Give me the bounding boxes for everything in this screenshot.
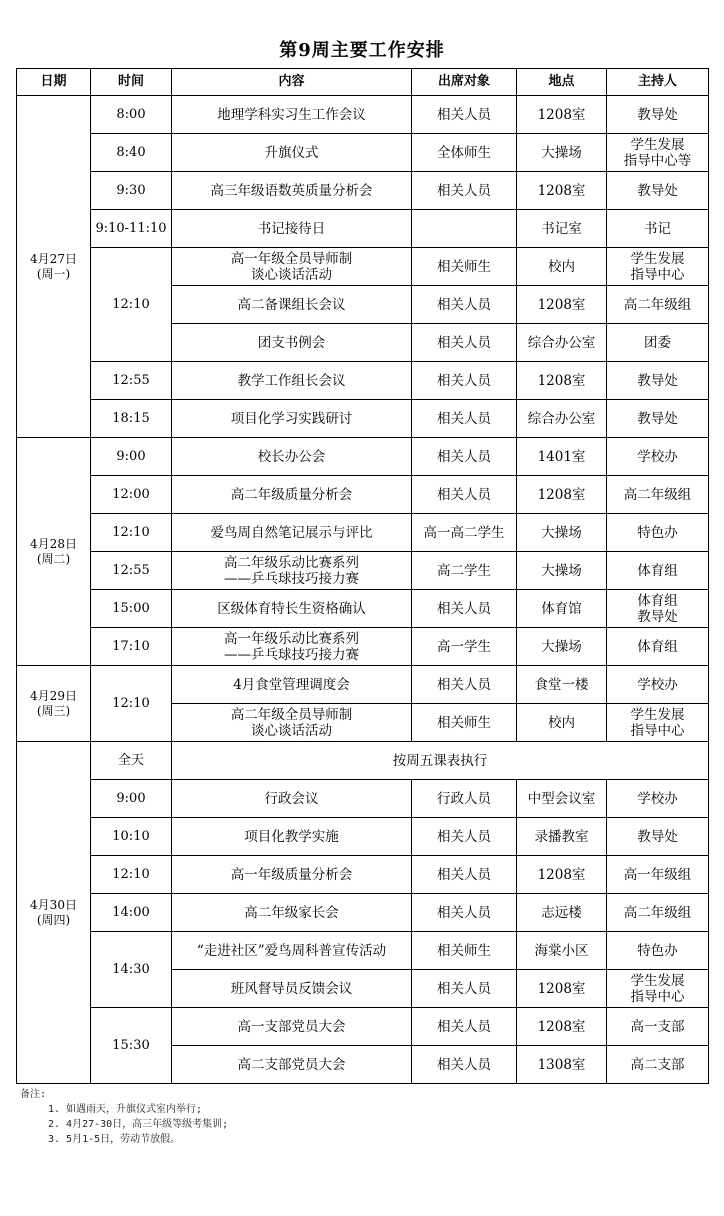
content-cell: 教学工作组长会议: [172, 362, 412, 400]
table-row: [17, 248, 709, 286]
content-cell: 高二年级乐动比赛系列 ——乒乓球技巧接力赛: [172, 552, 412, 590]
host-cell: 体育组: [607, 628, 709, 666]
content-cell: 爱鸟周自然笔记展示与评比: [172, 514, 412, 552]
table-row: [17, 552, 709, 590]
host-cell: 高二支部: [607, 1046, 709, 1084]
time-cell: 12:10: [91, 514, 172, 552]
attendees-cell: 相关人员: [412, 970, 517, 1008]
content-cell: 班风督导员反馈会议: [172, 970, 412, 1008]
location-cell: 校内: [517, 704, 607, 742]
page-title: 第9周主要工作安排: [279, 40, 445, 61]
location-cell: 1208室: [517, 286, 607, 324]
host-cell: 高二年级组: [607, 286, 709, 324]
content-cell: 升旗仪式: [172, 134, 412, 172]
location-cell: 大操场: [517, 514, 607, 552]
attendees-cell: 相关人员: [412, 400, 517, 438]
time-cell: 8:40: [91, 134, 172, 172]
date-cell: 4月28日 (周二): [17, 438, 91, 666]
table-row: [17, 400, 709, 438]
location-cell: 中型会议室: [517, 780, 607, 818]
time-cell: 15:00: [91, 590, 172, 628]
attendees-cell: 高一高二学生: [412, 514, 517, 552]
schedule-table: [16, 68, 709, 1084]
content-cell: 项目化学习实践研讨: [172, 400, 412, 438]
note-item: 2. 4月27-30日，高三年级等级考集训;: [48, 1119, 229, 1130]
date-cell: 4月29日 (周三): [17, 666, 91, 742]
attendees-cell: 相关师生: [412, 248, 517, 286]
time-cell: 12:55: [91, 362, 172, 400]
location-cell: 综合办公室: [517, 324, 607, 362]
table-row: [17, 628, 709, 666]
table-row: [17, 894, 709, 932]
time-cell: 9:00: [91, 438, 172, 476]
host-cell: 教导处: [607, 818, 709, 856]
content-cell: 4月食堂管理调度会: [172, 666, 412, 704]
time-cell: 9:30: [91, 172, 172, 210]
time-cell: 10:10: [91, 818, 172, 856]
location-cell: 1401室: [517, 438, 607, 476]
attendees-cell: 相关人员: [412, 324, 517, 362]
content-cell: 高一年级乐动比赛系列 ——乒乓球技巧接力赛: [172, 628, 412, 666]
attendees-cell: 高二学生: [412, 552, 517, 590]
attendees-cell: 相关人员: [412, 438, 517, 476]
host-cell: 体育组 教导处: [607, 590, 709, 628]
table-header-row: [17, 69, 709, 96]
table-row: [17, 210, 709, 248]
content-cell: 高一支部党员大会: [172, 1008, 412, 1046]
location-cell: 1308室: [517, 1046, 607, 1084]
content-cell: “走进社区”爱鸟周科普宣传活动: [172, 932, 412, 970]
table-row: [17, 172, 709, 210]
host-cell: 学生发展 指导中心: [607, 704, 709, 742]
content-cell: 高一年级质量分析会: [172, 856, 412, 894]
content-cell: 高二年级家长会: [172, 894, 412, 932]
table-row: [17, 666, 709, 704]
attendees-cell: 相关人员: [412, 894, 517, 932]
location-cell: 1208室: [517, 1008, 607, 1046]
time-cell: 9:00: [91, 780, 172, 818]
note-cell: 按周五课表执行: [172, 742, 709, 780]
host-cell: 高二年级组: [607, 476, 709, 514]
table-row: [17, 590, 709, 628]
location-cell: 1208室: [517, 476, 607, 514]
header-host: 主持人: [607, 69, 709, 96]
host-cell: 学校办: [607, 666, 709, 704]
time-cell: 12:00: [91, 476, 172, 514]
location-cell: 1208室: [517, 970, 607, 1008]
host-cell: 教导处: [607, 400, 709, 438]
header-location: 地点: [517, 69, 607, 96]
attendees-cell: 相关人员: [412, 286, 517, 324]
content-cell: 行政会议: [172, 780, 412, 818]
content-cell: 地理学科实习生工作会议: [172, 96, 412, 134]
table-row: [17, 856, 709, 894]
schedule-body: [17, 96, 709, 1084]
table-row: [17, 932, 709, 970]
table-row: [17, 362, 709, 400]
time-cell: 9:10-11:10: [91, 210, 172, 248]
table-row: [17, 438, 709, 476]
location-cell: 录播教室: [517, 818, 607, 856]
host-cell: 高一年级组: [607, 856, 709, 894]
table-row: [17, 1008, 709, 1046]
attendees-cell: 相关人员: [412, 666, 517, 704]
attendees-cell: [412, 210, 517, 248]
time-cell: 12:55: [91, 552, 172, 590]
host-cell: 团委: [607, 324, 709, 362]
host-cell: 特色办: [607, 932, 709, 970]
host-cell: 教导处: [607, 362, 709, 400]
location-cell: 校内: [517, 248, 607, 286]
content-cell: 高二支部党员大会: [172, 1046, 412, 1084]
table-row: [17, 476, 709, 514]
content-cell: 区级体育特长生资格确认: [172, 590, 412, 628]
content-cell: 高二备课组长会议: [172, 286, 412, 324]
table-row: [17, 514, 709, 552]
table-row: [17, 96, 709, 134]
time-cell: 15:30: [91, 1008, 172, 1084]
location-cell: 体育馆: [517, 590, 607, 628]
note-item: 1. 如遇雨天，升旗仪式室内举行;: [48, 1104, 203, 1115]
attendees-cell: 相关人员: [412, 96, 517, 134]
table-row: [17, 818, 709, 856]
host-cell: 教导处: [607, 96, 709, 134]
attendees-cell: 相关人员: [412, 856, 517, 894]
location-cell: 志远楼: [517, 894, 607, 932]
content-cell: 高三年级语数英质量分析会: [172, 172, 412, 210]
table-row: [17, 780, 709, 818]
attendees-cell: 相关人员: [412, 818, 517, 856]
date-cell: 4月27日 (周一): [17, 96, 91, 438]
date-cell: 4月30日 (周四): [17, 742, 91, 1084]
time-cell: 12:10: [91, 666, 172, 742]
notes-label: 备注:: [20, 1089, 47, 1100]
host-cell: 书记: [607, 210, 709, 248]
note-item: 3. 5月1-5日，劳动节放假。: [48, 1134, 181, 1145]
content-cell: 书记接待日: [172, 210, 412, 248]
time-cell: 18:15: [91, 400, 172, 438]
header-time: 时间: [91, 69, 172, 96]
table-row: [17, 742, 709, 780]
table-row: [17, 134, 709, 172]
host-cell: 学生发展 指导中心: [607, 970, 709, 1008]
header-content: 内容: [172, 69, 412, 96]
host-cell: 学校办: [607, 438, 709, 476]
location-cell: 大操场: [517, 552, 607, 590]
location-cell: 大操场: [517, 628, 607, 666]
time-cell: 8:00: [91, 96, 172, 134]
location-cell: 1208室: [517, 96, 607, 134]
header-attendees: 出席对象: [412, 69, 517, 96]
attendees-cell: 高一学生: [412, 628, 517, 666]
time-cell: 17:10: [91, 628, 172, 666]
content-cell: 高二年级全员导师制 谈心谈话活动: [172, 704, 412, 742]
content-cell: 高一年级全员导师制 谈心谈话活动: [172, 248, 412, 286]
notes: [20, 1087, 700, 1147]
location-cell: 食堂一楼: [517, 666, 607, 704]
content-cell: 高二年级质量分析会: [172, 476, 412, 514]
attendees-cell: 相关人员: [412, 1008, 517, 1046]
host-cell: 体育组: [607, 552, 709, 590]
host-cell: 教导处: [607, 172, 709, 210]
attendees-cell: 相关师生: [412, 704, 517, 742]
content-cell: 项目化教学实施: [172, 818, 412, 856]
content-cell: 团支书例会: [172, 324, 412, 362]
attendees-cell: 相关师生: [412, 932, 517, 970]
host-cell: 学生发展 指导中心: [607, 248, 709, 286]
time-cell: 14:30: [91, 932, 172, 1008]
attendees-cell: 行政人员: [412, 780, 517, 818]
time-cell: 12:10: [91, 856, 172, 894]
attendees-cell: 相关人员: [412, 590, 517, 628]
host-cell: 高二年级组: [607, 894, 709, 932]
location-cell: 海棠小区: [517, 932, 607, 970]
time-cell: 全天: [91, 742, 172, 780]
content-cell: 校长办公会: [172, 438, 412, 476]
location-cell: 书记室: [517, 210, 607, 248]
attendees-cell: 相关人员: [412, 362, 517, 400]
location-cell: 1208室: [517, 856, 607, 894]
host-cell: 学校办: [607, 780, 709, 818]
header-date: 日期: [17, 69, 91, 96]
location-cell: 综合办公室: [517, 400, 607, 438]
host-cell: 特色办: [607, 514, 709, 552]
attendees-cell: 相关人员: [412, 1046, 517, 1084]
time-cell: 14:00: [91, 894, 172, 932]
host-cell: 学生发展 指导中心等: [607, 134, 709, 172]
time-cell: 12:10: [91, 248, 172, 362]
location-cell: 1208室: [517, 172, 607, 210]
attendees-cell: 全体师生: [412, 134, 517, 172]
host-cell: 高一支部: [607, 1008, 709, 1046]
location-cell: 1208室: [517, 362, 607, 400]
attendees-cell: 相关人员: [412, 172, 517, 210]
location-cell: 大操场: [517, 134, 607, 172]
attendees-cell: 相关人员: [412, 476, 517, 514]
